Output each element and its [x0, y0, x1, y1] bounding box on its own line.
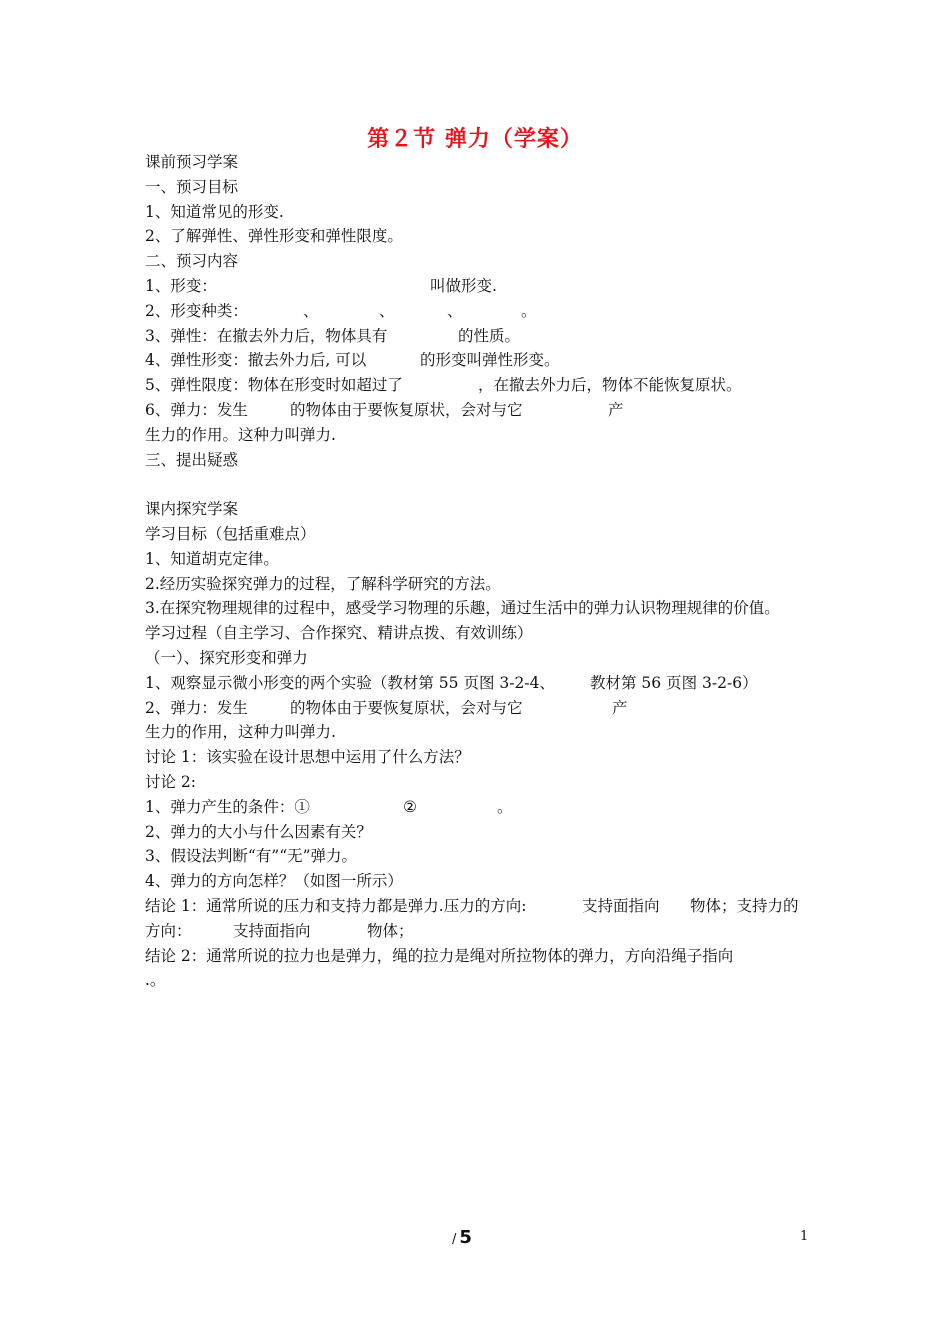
assumption-method: 3、假设法判断“有”“无”弹力。: [145, 847, 358, 866]
section-deformation-force: （一）、探究形变和弹力: [145, 648, 308, 667]
conclusion-1: 结论 1：通常所说的压力和支持力都是弹力.压力的方向:: [145, 896, 527, 915]
document-title: 第２节 弹力（学案）: [367, 127, 583, 152]
experiment-item: 1、观察显示微小形变的两个实验（教材第 55 页图 3-2-4、: [145, 673, 555, 692]
pre-study-heading: 课前预习学案: [145, 153, 239, 171]
experiment-item-ref: 教材第 56 页图 3-2-6）: [590, 673, 758, 692]
elastic-force-item-mid: 的物体由于要恢复原状，会对与它: [290, 698, 523, 717]
preview-goal-2: 2、了解弹性、弹性形变和弹性限度。: [145, 227, 403, 246]
elastic-force-item-cont: 生力的作用，这种力叫弹力.: [145, 723, 336, 742]
learning-goal-1: 1、知道胡克定律。: [145, 549, 279, 568]
item-elasticity: 3、弹性：在撤去外力后，物体具有: [145, 326, 388, 345]
conclusion-1-cont-part: 支持面指向: [233, 921, 311, 940]
discussion-2: 讨论 2:: [145, 772, 197, 791]
item-deformation: 1、形变：: [145, 276, 217, 295]
conclusion-1-cont-part: 物体；: [367, 921, 414, 940]
learning-goal-2: 2.经历实验探究弹力的过程，了解科学研究的方法。: [145, 574, 501, 593]
preview-goal-heading: 一、预习目标: [145, 177, 239, 196]
doubt-heading: 三、提出疑惑: [145, 450, 239, 469]
total-pages: 5: [459, 1227, 472, 1248]
page-total-indicator: [452, 1227, 472, 1248]
learning-goal-3: 3.在探究物理规律的过程中，感受学习物理的乐趣，通过生活中的弹力认识物理规律的价值。: [145, 599, 780, 618]
magnitude-question: 2、弹力的大小与什么因素有关？: [145, 822, 372, 841]
separator: 、: [447, 301, 463, 320]
preview-content-heading: 二、预习内容: [145, 252, 239, 271]
conclusion-2: 结论 2：通常所说的拉力也是弹力，绳的拉力是绳对所拉物体的弹力，方向沿绳子指向: [145, 946, 734, 965]
item-elastic-force: 6、弹力：发生: [145, 400, 248, 419]
page-number: 1: [800, 1229, 809, 1244]
item-deformation-end: 叫做形变.: [430, 276, 497, 295]
item-elasticity-end: 的性质。: [458, 326, 521, 345]
conclusion-1-part: 物体；支持力的: [690, 896, 799, 915]
item-elastic-force-cont: 生力的作用。这种力叫弹力.: [145, 425, 336, 444]
preview-goal-1: 1、知道常见的形变.: [145, 202, 284, 221]
end-mark: 。: [497, 797, 513, 816]
item-deformation-types: 2、形变种类：: [145, 301, 248, 320]
discussion-1: 讨论 1：该实验在设计思想中运用了什么方法？: [145, 748, 470, 767]
conclusion-1-cont: 方向：: [145, 921, 192, 940]
condition-item: 1、弹力产生的条件：①: [145, 797, 310, 816]
condition-mark-2: ②: [403, 797, 417, 816]
item-elastic-force-mid: 的物体由于要恢复原状，会对与它: [290, 400, 523, 419]
in-class-heading: 课内探究学案: [145, 500, 239, 519]
learning-goal-heading: 学习目标（包括重难点）: [145, 524, 316, 543]
item-elastic-deformation-end: 的形变叫弹性形变。: [420, 351, 560, 370]
document-body: [145, 150, 810, 993]
item-elastic-deformation: 4、弹性形变：撤去外力后, 可以: [145, 351, 367, 370]
conclusion-2-end: .。: [145, 971, 166, 990]
direction-question: 4、弹力的方向怎样？（如图一所示）: [145, 872, 403, 891]
item-elastic-limit-end: ，在撤去外力后，物体不能恢复原状。: [478, 376, 742, 395]
elastic-force-item-tail: 产: [612, 698, 628, 717]
page-separator: /: [452, 1232, 457, 1247]
item-elastic-force-tail: 产: [608, 400, 624, 419]
elastic-force-item: 2、弹力：发生: [145, 698, 248, 717]
separator: 、: [379, 301, 395, 320]
item-elastic-limit: 5、弹性限度：物体在形变时如超过了: [145, 376, 403, 395]
learning-process-heading: 学习过程（自主学习、合作探究、精讲点拨、有效训练）: [145, 624, 533, 643]
conclusion-1-part: 支持面指向: [582, 896, 660, 915]
separator: 、: [303, 301, 319, 320]
end-mark: 。: [521, 301, 537, 320]
